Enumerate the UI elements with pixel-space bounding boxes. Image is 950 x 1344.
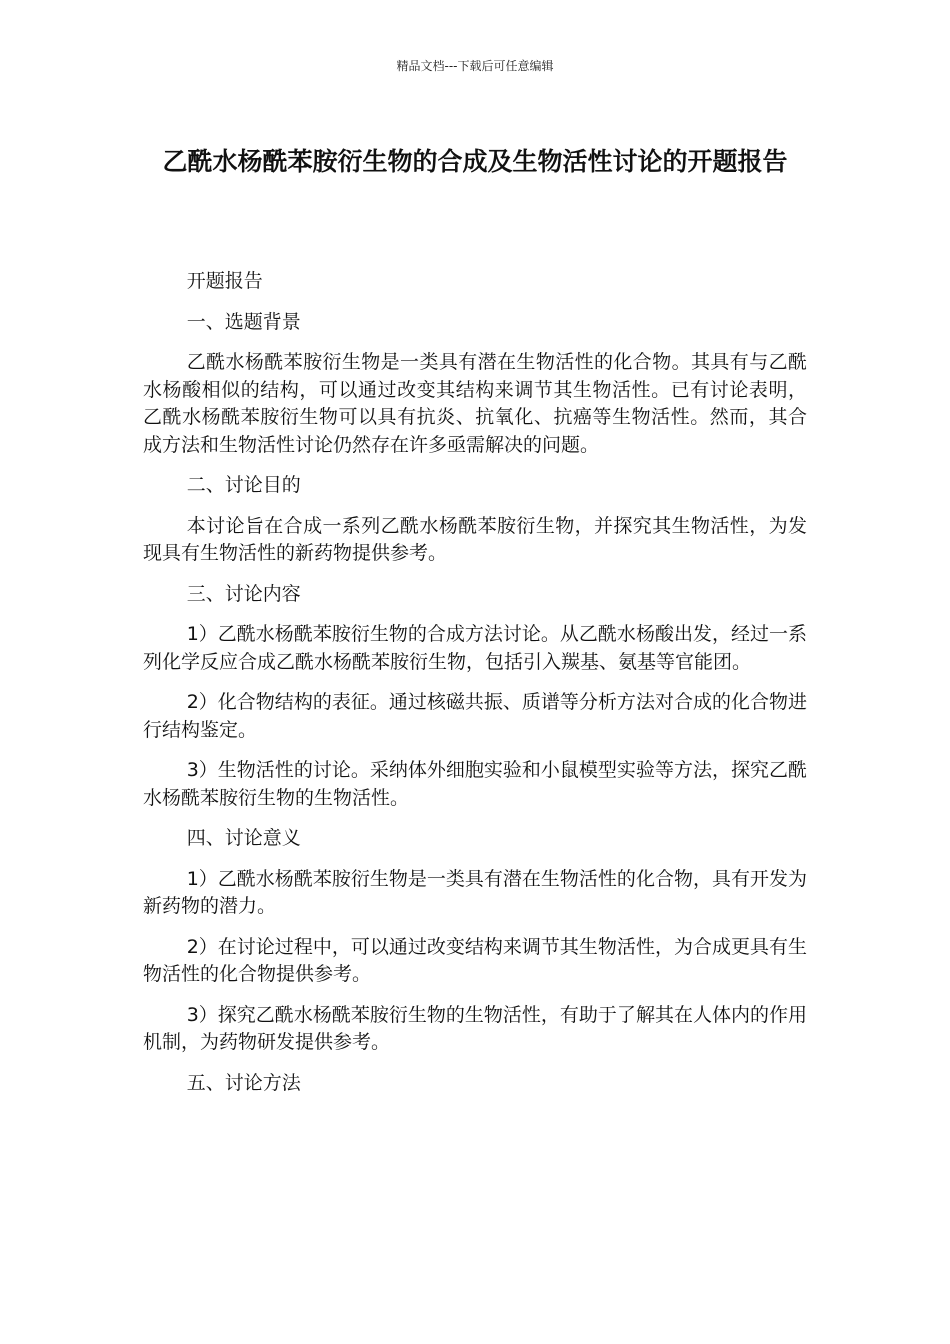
section-heading-significance: 四、讨论意义	[186, 827, 301, 849]
content-item-2: 2）化合物结构的表征。通过核磁共振、质谱等分析方法对合成的化合物进行结构鉴定。	[143, 691, 807, 741]
document-body	[143, 268, 807, 1110]
paragraph-background: 乙酰水杨酰苯胺衍生物是一类具有潜在生物活性的化合物。其具有与乙酰水杨酸相似的结构，可以通过改变其结构来调节其生物活性。已有讨论表明，乙酰水杨酰苯胺衍生物可以具有抗炎、抗氧化、抗癌等生物活性。然而，其合成方法和生物活性讨论仍然存在许多亟需解决的问题。	[143, 351, 807, 456]
section-heading-method: 五、讨论方法	[186, 1071, 301, 1094]
page-header-note: 精品文档---下载后可任意编辑	[396, 59, 554, 73]
content-item-3: 3）生物活性的讨论。采纳体外细胞实验和小鼠模型实验等方法，探究乙酰水杨酰苯胺衍生物的生物活性。	[143, 759, 807, 809]
document-title: 乙酰水杨酰苯胺衍生物的合成及生物活性讨论的开题报告	[162, 147, 788, 176]
section-heading-content: 三、讨论内容	[186, 582, 301, 605]
significance-item-2: 2）在讨论过程中，可以通过改变结构来调节其生物活性，为合成更具有生物活性的化合物提供参考。	[143, 935, 807, 985]
content-item-1: 1）乙酰水杨酰苯胺衍生物的合成方法讨论。从乙酰水杨酸出发，经过一系列化学反应合成乙酰水杨酰苯胺衍生物，包括引入羰基、氨基等官能团。	[143, 623, 807, 673]
section-heading-purpose: 二、讨论目的	[186, 474, 301, 496]
significance-item-3: 3）探究乙酰水杨酰苯胺衍生物的生物活性，有助于了解其在人体内的作用机制，为药物研发提供参考。	[143, 1003, 807, 1053]
heading-proposal: 开题报告	[186, 270, 263, 292]
significance-item-1: 1）乙酰水杨酰苯胺衍生物是一类具有潜在生物活性的化合物，具有开发为新药物的潜力。	[143, 867, 807, 917]
section-heading-background: 一、选题背景	[186, 310, 301, 333]
paragraph-purpose: 本讨论旨在合成一系列乙酰水杨酰苯胺衍生物，并探究其生物活性，为发现具有生物活性的新药物提供参考。	[143, 514, 807, 564]
